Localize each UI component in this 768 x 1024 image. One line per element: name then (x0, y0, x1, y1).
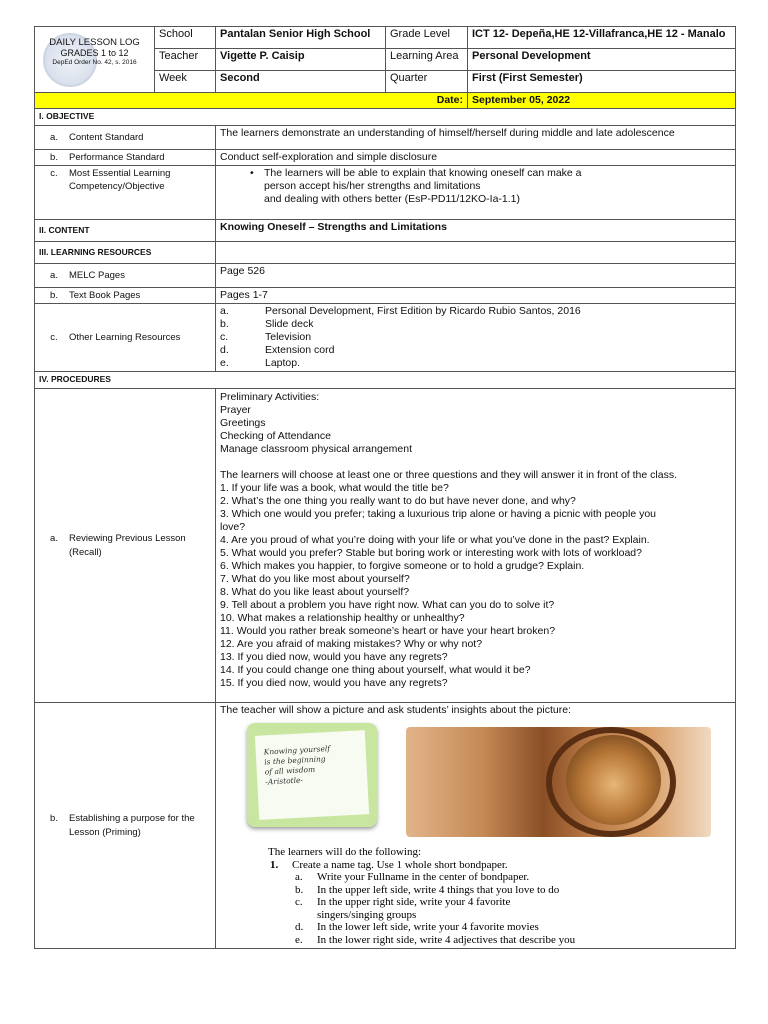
grade-label: Grade Level (386, 27, 468, 49)
task-item: a. Write your Fullname in the center of bondpaper. (295, 871, 530, 883)
cat-lion-mirror-image (406, 727, 711, 837)
review-content (216, 389, 736, 703)
question-item: 12. Are you afraid of making mistakes? Why or why not? (220, 638, 483, 650)
textbook-pages-label: b. Text Book Pages (35, 288, 216, 304)
procedures-heading: IV. PROCEDURES (35, 372, 736, 389)
question-item: 2. What’s the one thing you really want to do but have never done, and why? (220, 495, 576, 507)
purpose-label: b. Establishing a purpose for the Lesson (Priming) (35, 703, 216, 949)
purpose-content (216, 703, 736, 949)
question-item: 11. Would you rather break someone’s heart or have your heart broken? (220, 625, 556, 637)
question-item: love? (220, 521, 246, 533)
questions-intro: The learners will choose at least one or three questions and they will answer it in front of the class. (220, 469, 677, 481)
logo-subtitle: GRADES 1 to 12 (60, 48, 129, 58)
prelim-item: Greetings (220, 417, 266, 429)
question-item: 9. Tell about a problem you have right now. What can you do to solve it? (220, 599, 555, 611)
question-item: 13. If you died now, would you have any regrets? (220, 651, 448, 663)
list-item: c. Television (220, 331, 312, 343)
question-item: 14. If you could change one thing about yourself, what would it be? (220, 664, 531, 676)
question-item: 3. Which one would you prefer; taking a luxurious trip alone or having a picnic with people you (220, 508, 657, 520)
bullet-icon: • (250, 167, 254, 179)
date-value: September 05, 2022 (468, 93, 736, 109)
prelim-item: Prayer (220, 404, 251, 416)
task-item: d. In the lower left side, write your 4 favorite movies (295, 921, 539, 933)
priming-pictures (220, 723, 731, 846)
school-value: Pantalan Senior High School (216, 27, 386, 49)
list-item: d. Extension cord (220, 344, 335, 356)
question-item: 8. What do you like least about yourself? (220, 586, 410, 598)
school-label: School (155, 27, 216, 49)
purpose-intro: The teacher will show a picture and ask students’ insights about the picture: (220, 704, 571, 716)
question-item: 6. Which makes you happier, to forgive someone or to hold a grudge? Explain. (220, 560, 585, 572)
prelim-item: Checking of Attendance (220, 430, 331, 442)
task-main: 1. Create a name tag. Use 1 whole short bondpaper. (270, 858, 508, 871)
task-item: b. In the upper left side, write 4 things that you love to do (295, 883, 560, 896)
date-label: Date: (35, 93, 468, 109)
question-item: 5. What would you prefer? Stable but boring work or interesting work with lots of workload? (220, 547, 642, 559)
task-intro: The learners will do the following: (268, 846, 422, 858)
list-item: b. Slide deck (220, 318, 314, 330)
mirror-frame (546, 727, 676, 837)
prelim-title: Preliminary Activities: (220, 391, 320, 403)
task-item: e. In the lower right side, write 4 adjectives that describe you (295, 933, 576, 946)
melc-pages-value: Page 526 (216, 264, 736, 288)
question-item: 1. If your life was a book, what would the title be? (220, 482, 449, 494)
content-standard-label: a. Content Standard (35, 126, 216, 150)
objective-heading: I. OBJECTIVE (35, 109, 736, 126)
task-item: c. In the upper right side, write your 4 favorite singers/singing groups (295, 896, 511, 921)
logo-order: DepEd Order No. 42, s. 2016 (52, 59, 137, 66)
question-item: 7. What do you like most about yourself? (220, 573, 410, 585)
teacher-value: Vigette P. Caisip (216, 49, 386, 71)
review-label: a. Reviewing Previous Lesson (Recall) (35, 389, 216, 703)
sticky-note-image: Knowing yourself is the beginning of all wisdom -Aristotle- (247, 723, 377, 827)
other-resources-label: c. Other Learning Resources (35, 304, 216, 372)
logo-title: DAILY LESSON LOG (49, 37, 140, 48)
list-item: a. Personal Development, First Edition by Ricardo Rubio Santos, 2016 (220, 305, 581, 317)
deped-logo (35, 27, 155, 93)
teacher-label: Teacher (155, 49, 216, 71)
question-item: 4. Are you proud of what you’re doing with your life or what you’ve done in the past? Explain. (220, 534, 650, 546)
other-resources-list (216, 304, 736, 372)
grade-value: ICT 12- Depeña,HE 12-Villafranca,HE 12 - Manalo (468, 27, 736, 49)
area-value: Personal Development (468, 49, 736, 71)
textbook-pages-value: Pages 1-7 (216, 288, 736, 304)
melc-value: • The learners will be able to explain that knowing oneself can make a person accept his/her strengths and limitations and dealing with others better (EsP-PD11/12KO-Ia-1.1) (216, 166, 736, 220)
performance-standard-value: Conduct self-exploration and simple disclosure (216, 150, 736, 166)
lesson-log-table (34, 26, 736, 949)
week-label: Week (155, 71, 216, 93)
resources-heading: III. LEARNING RESOURCES (35, 242, 216, 264)
melc-label: c. Most Essential Learning Competency/Objective (35, 166, 216, 220)
list-item: e. Laptop. (220, 357, 301, 369)
lesson-log-document (34, 26, 735, 949)
performance-standard-label: b. Performance Standard (35, 150, 216, 166)
melc-pages-label: a. MELC Pages (35, 264, 216, 288)
week-value: Second (216, 71, 386, 93)
question-item: 15. If you died now, would you have any regrets? (220, 677, 448, 689)
content-heading: II. CONTENT (35, 220, 216, 242)
question-item: 10. What makes a relationship healthy or unhealthy? (220, 612, 465, 624)
quarter-value: First (First Semester) (468, 71, 736, 93)
content-standard-value: The learners demonstrate an understanding of himself/herself during middle and late adolescence (216, 126, 736, 150)
prelim-item: Manage classroom physical arrangement (220, 443, 413, 455)
area-label: Learning Area (386, 49, 468, 71)
content-value: Knowing Oneself – Strengths and Limitations (216, 220, 736, 242)
task-instructions (220, 846, 731, 946)
quarter-label: Quarter (386, 71, 468, 93)
